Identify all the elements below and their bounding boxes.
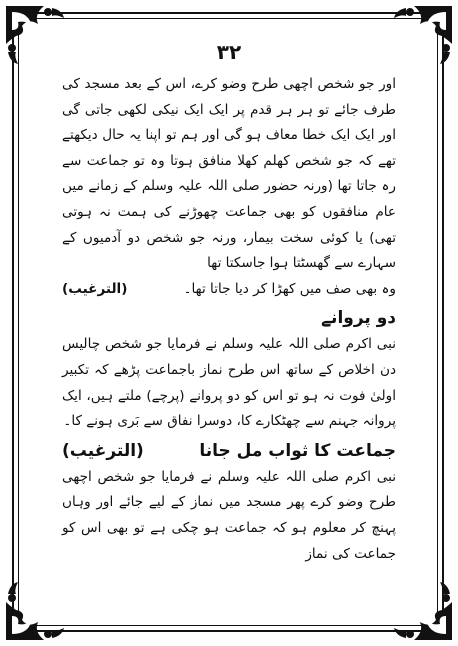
paragraph-2: نبی اکرم صلی اللہ علیہ وسلم نے فرمایا جو شخص چالیس دن اخلاص کے ساتھ اس طرح نماز باجماعت پڑھے کہ تکبیر اولیٰ فوت نہ ہو تو اس کو دو پروانے (پرچے) ملتے ہیں، ایک پروانہ جہنم سے چھٹکارے کا، دوسرا نفاق سے بَری ہونے کا۔ (62, 336, 396, 430)
page-body (62, 72, 396, 567)
reference-citation: (الترغیب) (62, 440, 144, 461)
paragraph-1-last-line: وہ بھی صف میں کھڑا کر دیا جاتا تھا۔ (183, 280, 396, 297)
corner-ornament-icon (4, 578, 68, 642)
paragraph-1-closing-line (62, 277, 396, 303)
corner-ornament-icon (390, 578, 454, 642)
section-heading-row (62, 437, 396, 465)
reference-citation: (الترغیب) (62, 280, 128, 297)
page-number: ۳۲ (216, 40, 242, 64)
paragraph-3: نبی اکرم صلی اللہ علیہ وسلم نے فرمایا جو شخص اچھی طرح وضو کرے پھر مسجد میں نماز کے لیے جائے اور وہاں پہنچ کر معلوم ہو کہ جماعت ہو چکی ہے تو بھی اس کو جماعت کی نماز (62, 468, 396, 562)
paragraph-1: اور جو شخص اچھی طرح وضو کرے، اس کے بعد مسجد کی طرف جائے تو ہر ہر قدم پر ایک ایک نیکی لکھی جاتی گی اور ایک ایک خطا معاف ہو گی اور ہم تو اپنا یہ حال دیکھتے تھے کہ جو شخص کھلم کھلا منافق ہوتا وہ تو جماعت سے رہ جاتا تھا (ورنہ حضور صلی اللہ علیہ وسلم کے زمانے میں عام منافقوں کو بھی جماعت چھوڑنے کی ہمت نہ ہوتی تھی) یا کوئی سخت بیمار، ورنہ جو شخص دو آدمیوں کے سہارے سے گھسٹتا ہوا جاسکتا تھا (62, 76, 396, 272)
section-heading-congregation-reward: جماعت کا ثواب مل جانا (199, 440, 396, 461)
section-heading-two-certificates: دو پروانے (321, 308, 396, 329)
